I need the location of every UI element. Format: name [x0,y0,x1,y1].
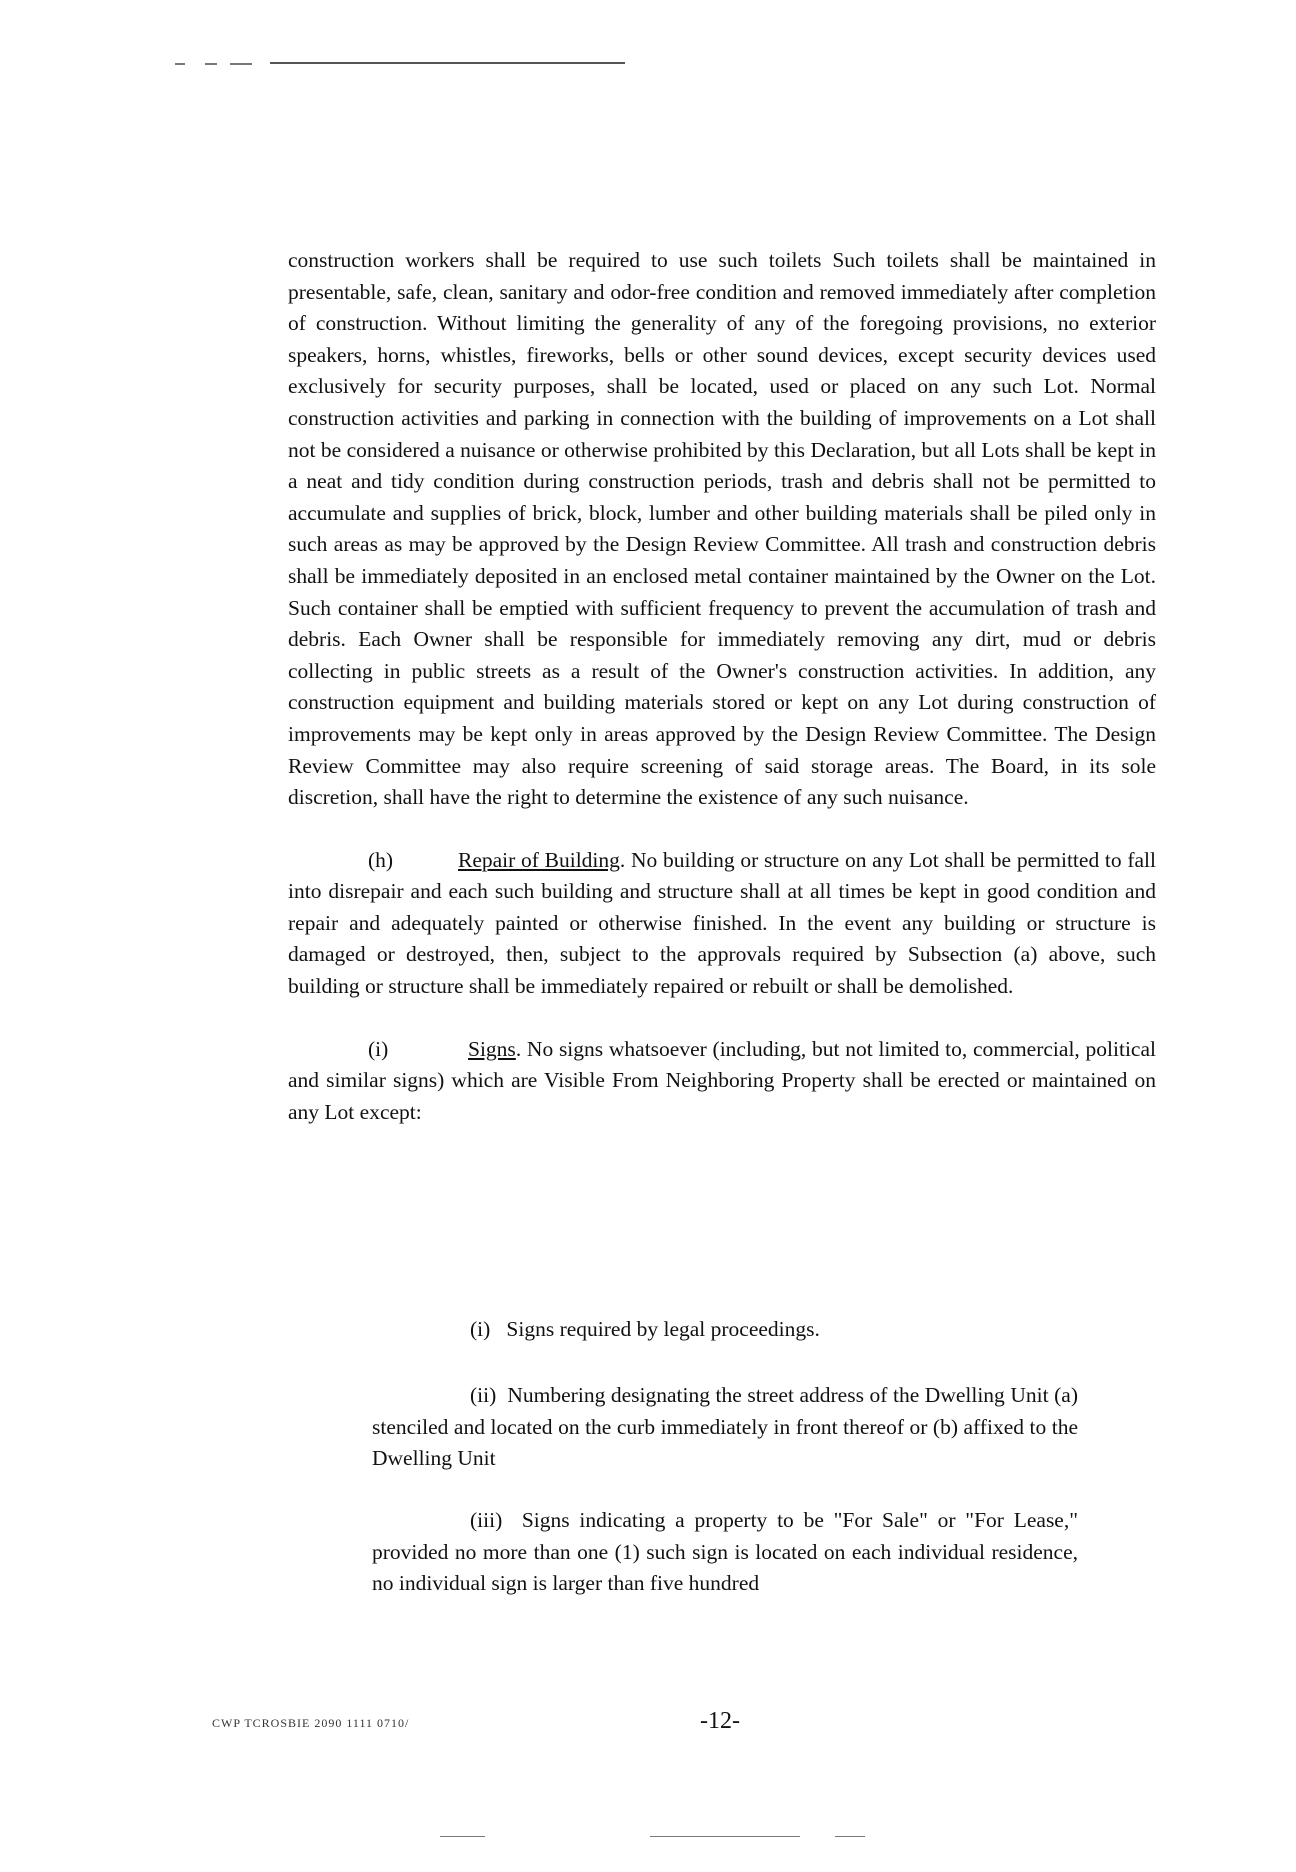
sub-item-i [470,1314,1070,1346]
section-h-heading: Repair of Building [458,847,620,872]
header-rule [270,62,625,64]
scan-speck [230,63,252,65]
section-i-marker: (i) [368,1036,389,1061]
scan-speck [650,1836,800,1837]
sub-item-iii [372,1505,1078,1600]
scan-speck [205,63,217,65]
sub-item-marker: (i) [470,1317,491,1341]
section-h-marker: (h) [368,847,394,872]
section-i-text: . No signs whatsoever (including, but not limited to, commercial, political and similar signs) which are Visible From Neighboring Property shall be erected or maintained on any Lot except: [288,1036,1156,1124]
sub-item-text: Signs indicating a property to be "For Sale" or "For Lease," provided no more than one (1) such sign is located on each individual residence, no individual sign is larger than five hundred [372,1508,1078,1596]
section-h-text: . No building or structure on any Lot shall be permitted to fall into disrepair and each such building and structure shall at all times be kept in good condition and repair and adequately painted or otherwise finished. In the event any building or structure is damaged or destroyed, then, subject to the approvals required by Subsection (a) above, such building or structure shall be immediately repaired or rebuilt or shall be demolished. [288,847,1157,999]
document-body [288,245,1156,1128]
sub-item-ii [372,1380,1078,1475]
page-number: -12- [700,1708,740,1734]
sub-item-text: Signs required by legal proceedings. [506,1317,820,1341]
continuation-paragraph: construction workers shall be required to use such toilets Such toilets shall be maintained in presentable, safe, clean, sanitary and odor-free condition and removed immediately after completion of construction. Without limiting the generality of any of the foregoing provisions, no exterior speakers, horns, whistles, fireworks, bells or other sound devices, except security devices used exclusively for security purposes, shall be located, used or placed on any such Lot. Normal construction activities and parking in connection with the building of improvements on a Lot shall not be considered a nuisance or otherwise prohibited by this Declaration, but all Lots shall be kept in a neat and tidy condition during construction periods, trash and debris shall not be permitted to accumulate and supplies of brick, block, lumber and other building materials shall be piled only in such areas as may be approved by the Design Review Committee. All trash and construction debris shall be immediately deposited in an enclosed metal container maintained by the Owner on the Lot. Such container shall be emptied with sufficient frequency to prevent the accumulation of trash and debris. Each Owner shall be responsible for immediately removing any dirt, mud or debris collecting in public streets as a result of the Owner's construction activities. In addition, any construction equipment and building materials stored or kept on any Lot during construction of improvements may be kept only in areas approved by the Design Review Committee. The Design Review Committee may also require screening of said storage areas. The Board, in its sole discretion, shall have the right to determine the existence of any such nuisance. [288,248,1156,810]
scan-speck [835,1836,865,1837]
section-i-heading: Signs [468,1036,516,1061]
section-h [288,845,1156,1003]
sub-item-marker: (ii) [470,1383,497,1407]
scan-speck [440,1836,485,1837]
sub-item-marker: (iii) [470,1508,503,1532]
sub-item-text: Numbering designating the street address of the Dwelling Unit (a) stenciled and located on the curb immediately in front thereof or (b) affixed to the Dwelling Unit [372,1383,1078,1471]
section-i [288,1034,1156,1129]
scan-speck [175,63,185,65]
footer-document-id: CWP TCROSBIE 2090 1111 0710/ [212,1716,410,1730]
